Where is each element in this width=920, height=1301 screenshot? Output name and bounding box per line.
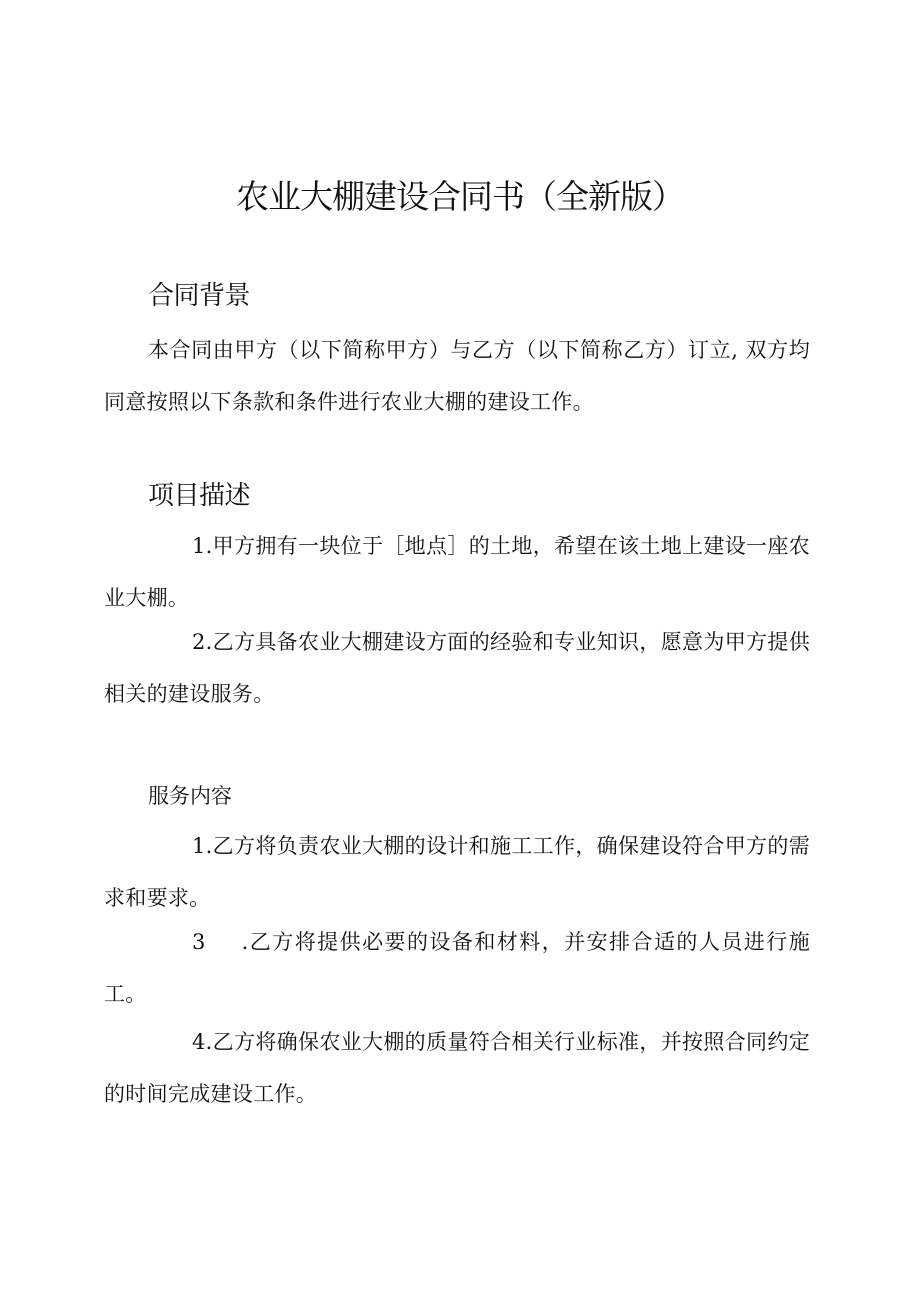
- item-text: .乙方将确保农业大棚的质量符合相关行业标准，并按照合同约定的时间完成建设工作。: [104, 1030, 810, 1106]
- background-paragraph: 本合同由甲方（以下简称甲方）与乙方（以下简称乙方）订立, 双方均同意按照以下条款和条件进行农业大棚的建设工作。: [104, 338, 810, 414]
- service-item-3: [104, 916, 810, 1020]
- section-heading-background: 合同背景: [148, 281, 251, 311]
- item-number: 1.: [192, 834, 213, 858]
- item-text: .甲方拥有一块位于［地点］的土地，希望在该土地上建设一座农业大棚。: [104, 534, 810, 610]
- item-text: 乙方将负责农业大棚的设计和施工工作，确保建设符合甲方的需求和要求。: [104, 834, 810, 910]
- item-number: 4: [192, 1030, 206, 1054]
- item-number: 3: [192, 930, 206, 954]
- section-heading-services: 服务内容: [148, 784, 232, 808]
- item-number: 1: [192, 534, 206, 558]
- document-title: 农业大棚建设合同书（全新版）: [236, 177, 684, 216]
- service-item-1: [104, 820, 810, 924]
- service-item-4: [104, 1016, 810, 1120]
- item-text: .乙方具备农业大棚建设方面的经验和专业知识，愿意为甲方提供相关的建设服务。: [104, 630, 810, 706]
- project-item-2: [104, 616, 810, 720]
- item-text: .乙方将提供必要的设备和材料，并安排合适的人员进行施工。: [104, 930, 810, 1006]
- project-item-1: [104, 520, 810, 624]
- item-number: 2: [192, 630, 206, 654]
- section-heading-project: 项目描述: [148, 481, 251, 511]
